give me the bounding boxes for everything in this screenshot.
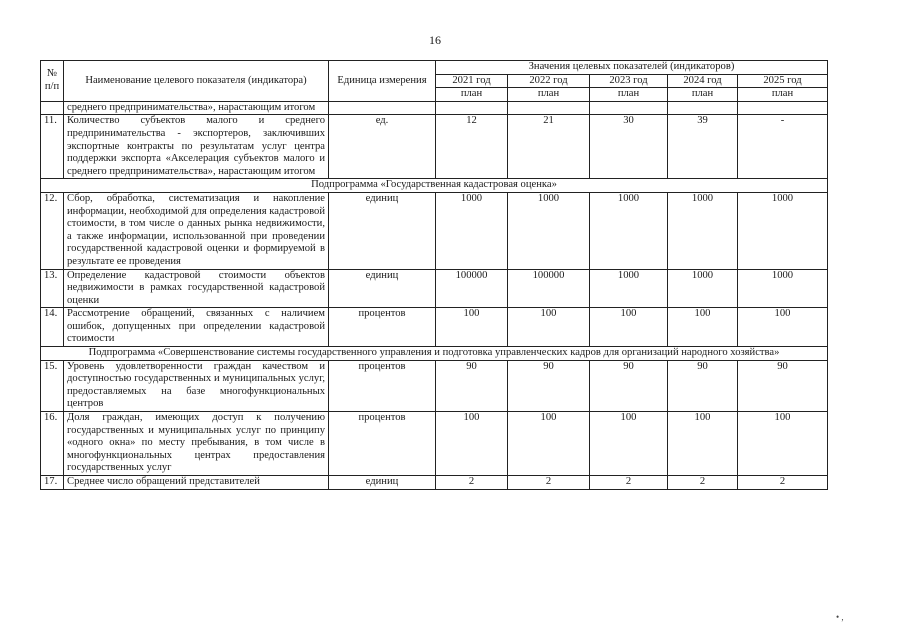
unit-cell: процентов xyxy=(329,360,436,411)
indicator-name: Количество субъектов малого и среднего предпринимательства - экспортеров, заключивших экспортные контракты по результатам услуг центра поддержки экспорта «Акселерация субъектов малого и среднего предпринимательства», нарастающим итогом xyxy=(64,115,329,179)
value-cell: 100 xyxy=(508,308,590,347)
subprogram-row xyxy=(41,179,828,193)
indicator-name: Определение кадастровой стоимости объектов недвижимости в рамках государственной кадастровой оценки xyxy=(64,269,329,308)
table-row xyxy=(41,192,828,269)
header-year: 2022 год xyxy=(508,74,590,88)
value-cell: 2 xyxy=(738,476,828,490)
value-cell: 100 xyxy=(668,308,738,347)
row-number: 17. xyxy=(41,476,64,490)
row-number: 15. xyxy=(41,360,64,411)
value-cell: 90 xyxy=(590,360,668,411)
value-cell: 1000 xyxy=(508,192,590,269)
value-cell: 1000 xyxy=(590,192,668,269)
row-number: 13. xyxy=(41,269,64,308)
unit-cell xyxy=(329,101,436,115)
header-plan: план xyxy=(668,88,738,102)
value-cell xyxy=(508,101,590,115)
header-year: 2024 год xyxy=(668,74,738,88)
value-cell: 21 xyxy=(508,115,590,179)
header-values-group: Значения целевых показателей (индикаторов) xyxy=(436,61,828,75)
value-cell: 1000 xyxy=(668,192,738,269)
indicator-name: Сбор, обработка, систематизация и накопление информации, необходимой для определения кадастровой стоимости, в том числе о данных рынка недвижимости, а также информации, использованной при проведении государственной кадастровой оценки и формируемой в результате ее проведения xyxy=(64,192,329,269)
unit-cell: единиц xyxy=(329,476,436,490)
header-name: Наименование целевого показателя (индикатора) xyxy=(64,61,329,102)
header-plan: план xyxy=(508,88,590,102)
unit-cell: ед. xyxy=(329,115,436,179)
value-cell: 100000 xyxy=(508,269,590,308)
subprogram-row xyxy=(41,347,828,361)
value-cell: 90 xyxy=(668,360,738,411)
header-year: 2023 год xyxy=(590,74,668,88)
value-cell xyxy=(590,101,668,115)
table-row xyxy=(41,412,828,476)
value-cell: 100 xyxy=(738,308,828,347)
value-cell: 1000 xyxy=(668,269,738,308)
row-number: 14. xyxy=(41,308,64,347)
value-cell: 100 xyxy=(508,412,590,476)
value-cell: 100 xyxy=(436,412,508,476)
header-plan: план xyxy=(738,88,828,102)
row-number: 16. xyxy=(41,412,64,476)
table-row xyxy=(41,308,828,347)
indicator-name: Доля граждан, имеющих доступ к получению государственных и муниципальных услуг по принципу «одного окна» по месту пребывания, в том числе в многофункциональных центрах предоставления государственных услуг xyxy=(64,412,329,476)
row-number xyxy=(41,101,64,115)
header-plan: план xyxy=(590,88,668,102)
value-cell: 90 xyxy=(436,360,508,411)
value-cell: 2 xyxy=(668,476,738,490)
value-cell: - xyxy=(738,115,828,179)
indicator-name: Рассмотрение обращений, связанных с наличием ошибок, допущенных при определении кадастровой стоимости xyxy=(64,308,329,347)
indicators-table xyxy=(40,60,828,490)
unit-cell: единиц xyxy=(329,269,436,308)
value-cell: 1000 xyxy=(738,269,828,308)
value-cell: 2 xyxy=(436,476,508,490)
table-row xyxy=(41,360,828,411)
value-cell xyxy=(738,101,828,115)
value-cell: 90 xyxy=(508,360,590,411)
value-cell: 39 xyxy=(668,115,738,179)
table-body xyxy=(41,101,828,489)
scan-marks: • , xyxy=(836,612,844,622)
row-number: 11. xyxy=(41,115,64,179)
value-cell: 2 xyxy=(508,476,590,490)
value-cell: 2 xyxy=(590,476,668,490)
unit-cell: процентов xyxy=(329,412,436,476)
value-cell: 100 xyxy=(436,308,508,347)
header-year: 2025 год xyxy=(738,74,828,88)
header-num: № п/п xyxy=(41,61,64,102)
value-cell: 100 xyxy=(590,412,668,476)
subprogram-title: Подпрограмма «Совершенствование системы государственного управления и подготовка управленческих кадров для организаций народного хозяйства» xyxy=(41,347,828,361)
table-row xyxy=(41,115,828,179)
indicator-name: среднего предпринимательства», нарастающим итогом xyxy=(64,101,329,115)
header-plan: план xyxy=(436,88,508,102)
value-cell: 30 xyxy=(590,115,668,179)
page-number: 16 xyxy=(429,33,441,47)
table-row xyxy=(41,101,828,115)
value-cell: 100 xyxy=(738,412,828,476)
value-cell: 1000 xyxy=(738,192,828,269)
value-cell: 100000 xyxy=(436,269,508,308)
value-cell: 90 xyxy=(738,360,828,411)
header-year: 2021 год xyxy=(436,74,508,88)
unit-cell: процентов xyxy=(329,308,436,347)
value-cell: 1000 xyxy=(590,269,668,308)
indicator-name: Среднее число обращений представителей xyxy=(64,476,329,490)
table-row xyxy=(41,269,828,308)
value-cell xyxy=(668,101,738,115)
table-row xyxy=(41,476,828,490)
value-cell: 100 xyxy=(590,308,668,347)
value-cell: 12 xyxy=(436,115,508,179)
header-unit: Единица измерения xyxy=(329,61,436,102)
value-cell: 100 xyxy=(668,412,738,476)
value-cell xyxy=(436,101,508,115)
unit-cell: единиц xyxy=(329,192,436,269)
value-cell: 1000 xyxy=(436,192,508,269)
subprogram-title: Подпрограмма «Государственная кадастровая оценка» xyxy=(41,179,828,193)
row-number: 12. xyxy=(41,192,64,269)
indicator-name: Уровень удовлетворенности граждан качеством и доступностью государственных и муниципальных услуг, предоставляемых на базе многофункциональных центров xyxy=(64,360,329,411)
